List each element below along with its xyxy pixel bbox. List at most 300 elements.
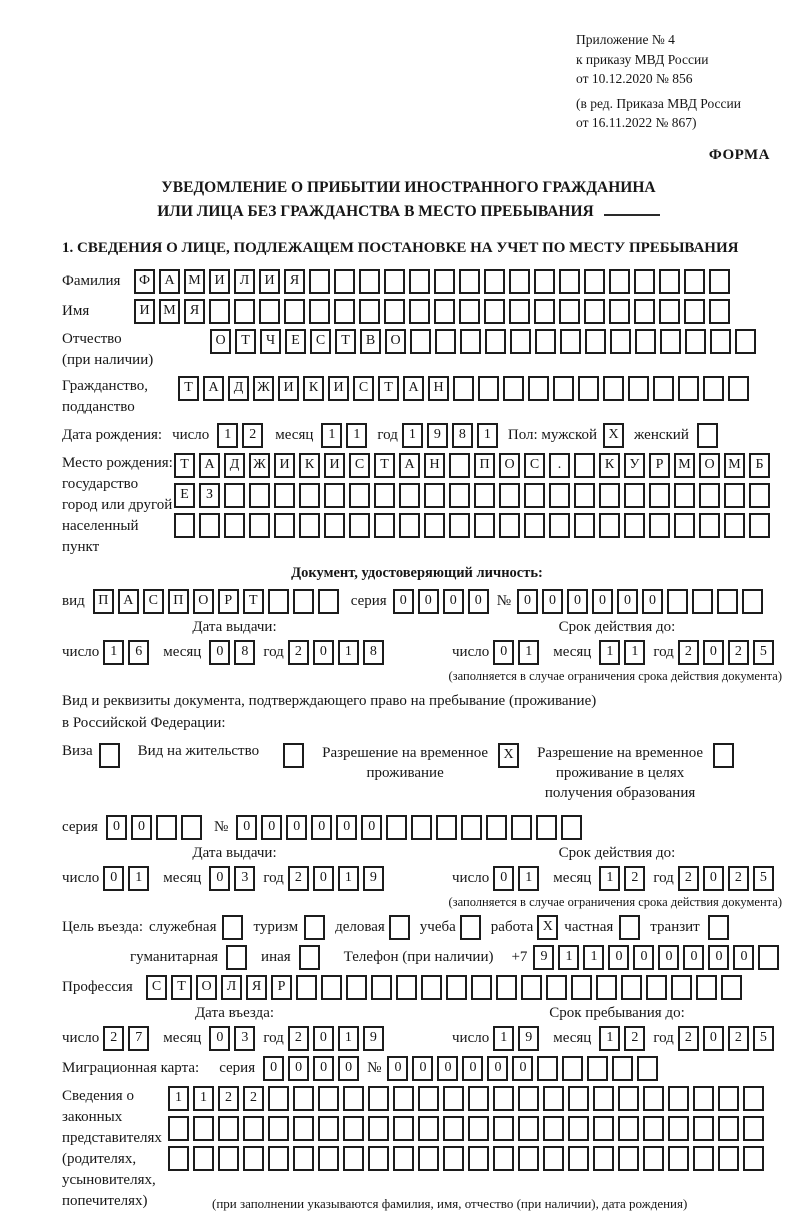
char-cell[interactable]: 1 <box>599 1026 620 1051</box>
char-cell[interactable] <box>299 513 320 538</box>
char-cell[interactable]: 2 <box>728 866 749 891</box>
char-cell[interactable]: 1 <box>338 1026 359 1051</box>
char-cell[interactable]: 0 <box>313 640 334 665</box>
char-cell[interactable] <box>243 1146 264 1171</box>
char-cell[interactable] <box>678 376 699 401</box>
char-cell[interactable] <box>424 513 445 538</box>
char-cell[interactable] <box>534 299 555 324</box>
char-cell[interactable] <box>318 1116 339 1141</box>
char-cell[interactable]: 0 <box>361 815 382 840</box>
char-cell[interactable]: Ж <box>249 453 270 478</box>
char-cell[interactable]: М <box>724 453 745 478</box>
char-cell[interactable] <box>346 975 367 1000</box>
char-cell[interactable] <box>587 1056 608 1081</box>
char-cell[interactable] <box>374 483 395 508</box>
char-cell[interactable]: 0 <box>708 945 729 970</box>
char-cell[interactable]: 0 <box>642 589 663 614</box>
char-cell[interactable]: 0 <box>468 589 489 614</box>
char-cell[interactable] <box>628 376 649 401</box>
char-cell[interactable]: Т <box>243 589 264 614</box>
char-cell[interactable] <box>518 1116 539 1141</box>
char-cell[interactable]: М <box>184 269 205 294</box>
char-cell[interactable] <box>574 453 595 478</box>
char-cell[interactable]: 0 <box>658 945 679 970</box>
char-cell[interactable] <box>384 269 405 294</box>
char-cell[interactable] <box>653 376 674 401</box>
char-cell[interactable] <box>396 975 417 1000</box>
char-cell[interactable] <box>713 743 734 768</box>
char-cell[interactable] <box>574 483 595 508</box>
char-cell[interactable]: С <box>310 329 331 354</box>
char-cell[interactable] <box>484 299 505 324</box>
char-cell[interactable] <box>349 483 370 508</box>
char-cell[interactable] <box>543 1146 564 1171</box>
char-cell[interactable] <box>618 1116 639 1141</box>
char-cell[interactable]: С <box>524 453 545 478</box>
char-cell[interactable] <box>471 975 492 1000</box>
char-cell[interactable] <box>226 945 247 970</box>
char-cell[interactable] <box>168 1146 189 1171</box>
char-cell[interactable]: 0 <box>209 1026 230 1051</box>
char-cell[interactable] <box>721 975 742 1000</box>
char-cell[interactable]: 0 <box>592 589 613 614</box>
char-cell[interactable] <box>724 513 745 538</box>
char-cell[interactable] <box>697 423 718 448</box>
char-cell[interactable]: Ж <box>253 376 274 401</box>
char-cell[interactable] <box>524 513 545 538</box>
char-cell[interactable] <box>584 269 605 294</box>
char-cell[interactable] <box>181 815 202 840</box>
char-cell[interactable]: С <box>143 589 164 614</box>
char-cell[interactable]: 0 <box>263 1056 284 1081</box>
char-cell[interactable] <box>384 299 405 324</box>
char-cell[interactable]: 5 <box>753 1026 774 1051</box>
char-cell[interactable] <box>296 975 317 1000</box>
char-cell[interactable]: Р <box>649 453 670 478</box>
char-cell[interactable] <box>293 1116 314 1141</box>
char-cell[interactable] <box>449 453 470 478</box>
char-cell[interactable] <box>436 815 457 840</box>
char-cell[interactable] <box>585 329 606 354</box>
char-cell[interactable]: 0 <box>418 589 439 614</box>
char-cell[interactable]: П <box>93 589 114 614</box>
char-cell[interactable]: 0 <box>443 589 464 614</box>
char-cell[interactable]: 1 <box>168 1086 189 1111</box>
char-cell[interactable] <box>268 1086 289 1111</box>
char-cell[interactable] <box>667 589 688 614</box>
char-cell[interactable]: А <box>399 453 420 478</box>
char-cell[interactable] <box>249 483 270 508</box>
char-cell[interactable] <box>268 589 289 614</box>
char-cell[interactable] <box>743 1146 764 1171</box>
char-cell[interactable]: 1 <box>193 1086 214 1111</box>
char-cell[interactable]: 2 <box>678 866 699 891</box>
char-cell[interactable]: 1 <box>103 640 124 665</box>
char-cell[interactable] <box>559 269 580 294</box>
char-cell[interactable]: 1 <box>518 640 539 665</box>
char-cell[interactable] <box>634 269 655 294</box>
char-cell[interactable]: О <box>385 329 406 354</box>
char-cell[interactable]: И <box>209 269 230 294</box>
char-cell[interactable] <box>584 299 605 324</box>
char-cell[interactable]: И <box>328 376 349 401</box>
char-cell[interactable] <box>724 483 745 508</box>
char-cell[interactable] <box>699 483 720 508</box>
char-cell[interactable]: 1 <box>338 866 359 891</box>
char-cell[interactable]: Д <box>224 453 245 478</box>
char-cell[interactable]: Ф <box>134 269 155 294</box>
char-cell[interactable]: С <box>146 975 167 1000</box>
char-cell[interactable]: А <box>403 376 424 401</box>
char-cell[interactable] <box>343 1086 364 1111</box>
char-cell[interactable]: 1 <box>402 423 423 448</box>
char-cell[interactable]: И <box>259 269 280 294</box>
char-cell[interactable] <box>609 269 630 294</box>
char-cell[interactable] <box>537 1056 558 1081</box>
char-cell[interactable] <box>368 1086 389 1111</box>
char-cell[interactable]: 1 <box>599 866 620 891</box>
char-cell[interactable]: 0 <box>517 589 538 614</box>
char-cell[interactable] <box>568 1086 589 1111</box>
char-cell[interactable] <box>619 915 640 940</box>
char-cell[interactable]: 0 <box>313 866 334 891</box>
char-cell[interactable]: 0 <box>567 589 588 614</box>
char-cell[interactable] <box>578 376 599 401</box>
char-cell[interactable] <box>743 1086 764 1111</box>
char-cell[interactable]: 9 <box>533 945 554 970</box>
char-cell[interactable] <box>268 1146 289 1171</box>
char-cell[interactable]: О <box>196 975 217 1000</box>
char-cell[interactable] <box>293 1146 314 1171</box>
char-cell[interactable] <box>410 329 431 354</box>
char-cell[interactable]: 0 <box>393 589 414 614</box>
char-cell[interactable] <box>674 483 695 508</box>
char-cell[interactable] <box>299 945 320 970</box>
char-cell[interactable] <box>671 975 692 1000</box>
char-cell[interactable] <box>560 329 581 354</box>
char-cell[interactable] <box>193 1146 214 1171</box>
char-cell[interactable] <box>646 975 667 1000</box>
char-cell[interactable] <box>343 1116 364 1141</box>
char-cell[interactable] <box>684 269 705 294</box>
char-cell[interactable] <box>274 483 295 508</box>
char-cell[interactable]: Т <box>178 376 199 401</box>
char-cell[interactable] <box>718 1086 739 1111</box>
char-cell[interactable] <box>304 915 325 940</box>
char-cell[interactable]: . <box>549 453 570 478</box>
char-cell[interactable]: 0 <box>703 866 724 891</box>
char-cell[interactable] <box>478 376 499 401</box>
char-cell[interactable] <box>596 975 617 1000</box>
char-cell[interactable]: Б <box>749 453 770 478</box>
char-cell[interactable] <box>543 1116 564 1141</box>
char-cell[interactable] <box>549 513 570 538</box>
char-cell[interactable] <box>668 1086 689 1111</box>
char-cell[interactable]: 0 <box>462 1056 483 1081</box>
char-cell[interactable] <box>368 1146 389 1171</box>
char-cell[interactable]: 1 <box>346 423 367 448</box>
char-cell[interactable]: 0 <box>131 815 152 840</box>
char-cell[interactable] <box>453 376 474 401</box>
char-cell[interactable] <box>234 299 255 324</box>
char-cell[interactable]: 0 <box>617 589 638 614</box>
char-cell[interactable] <box>443 1116 464 1141</box>
char-cell[interactable] <box>718 1146 739 1171</box>
char-cell[interactable] <box>593 1086 614 1111</box>
char-cell[interactable] <box>174 513 195 538</box>
char-cell[interactable]: О <box>210 329 231 354</box>
char-cell[interactable]: А <box>203 376 224 401</box>
char-cell[interactable]: О <box>699 453 720 478</box>
char-cell[interactable] <box>693 1086 714 1111</box>
char-cell[interactable] <box>635 329 656 354</box>
char-cell[interactable]: К <box>599 453 620 478</box>
char-cell[interactable]: 0 <box>311 815 332 840</box>
char-cell[interactable]: 7 <box>128 1026 149 1051</box>
char-cell[interactable] <box>511 815 532 840</box>
char-cell[interactable]: П <box>474 453 495 478</box>
char-cell[interactable] <box>446 975 467 1000</box>
char-cell[interactable]: Я <box>184 299 205 324</box>
char-cell[interactable] <box>649 513 670 538</box>
char-cell[interactable] <box>371 975 392 1000</box>
char-cell[interactable] <box>499 513 520 538</box>
char-cell[interactable]: И <box>324 453 345 478</box>
char-cell[interactable]: 0 <box>493 640 514 665</box>
char-cell[interactable]: 2 <box>728 1026 749 1051</box>
char-cell[interactable] <box>637 1056 658 1081</box>
char-cell[interactable] <box>521 975 542 1000</box>
char-cell[interactable] <box>468 1086 489 1111</box>
char-cell[interactable] <box>222 915 243 940</box>
char-cell[interactable]: 9 <box>363 866 384 891</box>
char-cell[interactable] <box>534 269 555 294</box>
char-cell[interactable] <box>559 299 580 324</box>
char-cell[interactable] <box>709 299 730 324</box>
char-cell[interactable] <box>389 915 410 940</box>
char-cell[interactable]: 9 <box>427 423 448 448</box>
char-cell[interactable] <box>535 329 556 354</box>
char-cell[interactable] <box>249 513 270 538</box>
char-cell[interactable] <box>459 299 480 324</box>
char-cell[interactable]: О <box>499 453 520 478</box>
char-cell[interactable] <box>293 1086 314 1111</box>
char-cell[interactable]: 0 <box>103 866 124 891</box>
char-cell[interactable]: 2 <box>243 1086 264 1111</box>
char-cell[interactable] <box>593 1146 614 1171</box>
char-cell[interactable] <box>562 1056 583 1081</box>
char-cell[interactable]: 0 <box>313 1056 334 1081</box>
char-cell[interactable]: 0 <box>313 1026 334 1051</box>
char-cell[interactable]: 0 <box>703 1026 724 1051</box>
char-cell[interactable]: 0 <box>683 945 704 970</box>
char-cell[interactable]: А <box>118 589 139 614</box>
char-cell[interactable] <box>218 1116 239 1141</box>
char-cell[interactable]: X <box>537 915 558 940</box>
char-cell[interactable] <box>359 299 380 324</box>
char-cell[interactable] <box>693 1116 714 1141</box>
char-cell[interactable]: 2 <box>678 640 699 665</box>
char-cell[interactable]: А <box>199 453 220 478</box>
char-cell[interactable] <box>693 1146 714 1171</box>
char-cell[interactable] <box>509 269 530 294</box>
char-cell[interactable]: 1 <box>558 945 579 970</box>
char-cell[interactable] <box>493 1086 514 1111</box>
char-cell[interactable] <box>156 815 177 840</box>
char-cell[interactable] <box>259 299 280 324</box>
char-cell[interactable] <box>443 1146 464 1171</box>
char-cell[interactable]: С <box>349 453 370 478</box>
char-cell[interactable] <box>459 269 480 294</box>
char-cell[interactable]: X <box>498 743 519 768</box>
char-cell[interactable]: 8 <box>452 423 473 448</box>
char-cell[interactable] <box>568 1146 589 1171</box>
char-cell[interactable] <box>386 815 407 840</box>
char-cell[interactable]: 0 <box>336 815 357 840</box>
char-cell[interactable] <box>324 483 345 508</box>
char-cell[interactable] <box>536 815 557 840</box>
char-cell[interactable] <box>634 299 655 324</box>
char-cell[interactable]: 3 <box>234 1026 255 1051</box>
char-cell[interactable] <box>668 1146 689 1171</box>
char-cell[interactable] <box>510 329 531 354</box>
char-cell[interactable] <box>393 1146 414 1171</box>
char-cell[interactable] <box>460 329 481 354</box>
char-cell[interactable]: 0 <box>412 1056 433 1081</box>
char-cell[interactable] <box>324 513 345 538</box>
char-cell[interactable] <box>209 299 230 324</box>
char-cell[interactable]: 2 <box>242 423 263 448</box>
char-cell[interactable] <box>699 513 720 538</box>
char-cell[interactable]: 0 <box>338 1056 359 1081</box>
char-cell[interactable] <box>443 1086 464 1111</box>
char-cell[interactable] <box>696 975 717 1000</box>
char-cell[interactable] <box>509 299 530 324</box>
char-cell[interactable]: 0 <box>209 640 230 665</box>
char-cell[interactable]: В <box>360 329 381 354</box>
char-cell[interactable] <box>758 945 779 970</box>
char-cell[interactable]: Я <box>284 269 305 294</box>
char-cell[interactable]: 0 <box>437 1056 458 1081</box>
char-cell[interactable] <box>553 376 574 401</box>
char-cell[interactable] <box>609 299 630 324</box>
char-cell[interactable]: Т <box>374 453 395 478</box>
char-cell[interactable]: 0 <box>236 815 257 840</box>
char-cell[interactable] <box>268 1116 289 1141</box>
char-cell[interactable] <box>561 815 582 840</box>
char-cell[interactable] <box>710 329 731 354</box>
char-cell[interactable]: А <box>159 269 180 294</box>
char-cell[interactable] <box>409 299 430 324</box>
char-cell[interactable]: 8 <box>363 640 384 665</box>
char-cell[interactable] <box>334 299 355 324</box>
char-cell[interactable] <box>434 269 455 294</box>
char-cell[interactable]: 0 <box>633 945 654 970</box>
char-cell[interactable]: 2 <box>103 1026 124 1051</box>
char-cell[interactable]: 0 <box>387 1056 408 1081</box>
char-cell[interactable] <box>374 513 395 538</box>
char-cell[interactable] <box>168 1116 189 1141</box>
char-cell[interactable]: Н <box>424 453 445 478</box>
char-cell[interactable]: 0 <box>487 1056 508 1081</box>
char-cell[interactable] <box>649 483 670 508</box>
char-cell[interactable] <box>518 1146 539 1171</box>
char-cell[interactable]: 9 <box>363 1026 384 1051</box>
char-cell[interactable] <box>668 1116 689 1141</box>
char-cell[interactable] <box>468 1116 489 1141</box>
char-cell[interactable] <box>484 269 505 294</box>
char-cell[interactable] <box>461 815 482 840</box>
char-cell[interactable] <box>393 1086 414 1111</box>
char-cell[interactable] <box>99 743 120 768</box>
char-cell[interactable]: 2 <box>288 866 309 891</box>
char-cell[interactable] <box>334 269 355 294</box>
char-cell[interactable]: И <box>274 453 295 478</box>
char-cell[interactable] <box>684 299 705 324</box>
char-cell[interactable] <box>218 1146 239 1171</box>
char-cell[interactable] <box>274 513 295 538</box>
char-cell[interactable] <box>528 376 549 401</box>
char-cell[interactable]: З <box>199 483 220 508</box>
char-cell[interactable] <box>610 329 631 354</box>
char-cell[interactable]: 1 <box>338 640 359 665</box>
char-cell[interactable]: 1 <box>583 945 604 970</box>
char-cell[interactable]: Ч <box>260 329 281 354</box>
char-cell[interactable]: 0 <box>542 589 563 614</box>
char-cell[interactable]: 0 <box>261 815 282 840</box>
char-cell[interactable]: 2 <box>288 640 309 665</box>
char-cell[interactable]: К <box>303 376 324 401</box>
char-cell[interactable] <box>393 1116 414 1141</box>
char-cell[interactable] <box>399 483 420 508</box>
char-cell[interactable]: 0 <box>288 1056 309 1081</box>
char-cell[interactable] <box>449 513 470 538</box>
char-cell[interactable]: 0 <box>493 866 514 891</box>
char-cell[interactable]: П <box>168 589 189 614</box>
char-cell[interactable]: 2 <box>728 640 749 665</box>
char-cell[interactable] <box>193 1116 214 1141</box>
char-cell[interactable]: X <box>603 423 624 448</box>
char-cell[interactable] <box>309 269 330 294</box>
char-cell[interactable] <box>549 483 570 508</box>
char-cell[interactable] <box>618 1146 639 1171</box>
char-cell[interactable] <box>518 1086 539 1111</box>
char-cell[interactable]: Н <box>428 376 449 401</box>
char-cell[interactable]: Т <box>171 975 192 1000</box>
char-cell[interactable] <box>460 915 481 940</box>
char-cell[interactable]: Т <box>235 329 256 354</box>
char-cell[interactable] <box>359 269 380 294</box>
char-cell[interactable] <box>685 329 706 354</box>
char-cell[interactable] <box>449 483 470 508</box>
char-cell[interactable]: 0 <box>512 1056 533 1081</box>
char-cell[interactable]: Я <box>246 975 267 1000</box>
char-cell[interactable] <box>321 975 342 1000</box>
char-cell[interactable] <box>618 1086 639 1111</box>
char-cell[interactable]: 8 <box>234 640 255 665</box>
char-cell[interactable]: Р <box>218 589 239 614</box>
char-cell[interactable]: Т <box>174 453 195 478</box>
char-cell[interactable]: Е <box>174 483 195 508</box>
char-cell[interactable] <box>612 1056 633 1081</box>
char-cell[interactable] <box>546 975 567 1000</box>
char-cell[interactable] <box>599 483 620 508</box>
char-cell[interactable] <box>474 483 495 508</box>
char-cell[interactable]: 1 <box>624 640 645 665</box>
char-cell[interactable] <box>568 1116 589 1141</box>
char-cell[interactable]: 0 <box>286 815 307 840</box>
char-cell[interactable]: И <box>134 299 155 324</box>
